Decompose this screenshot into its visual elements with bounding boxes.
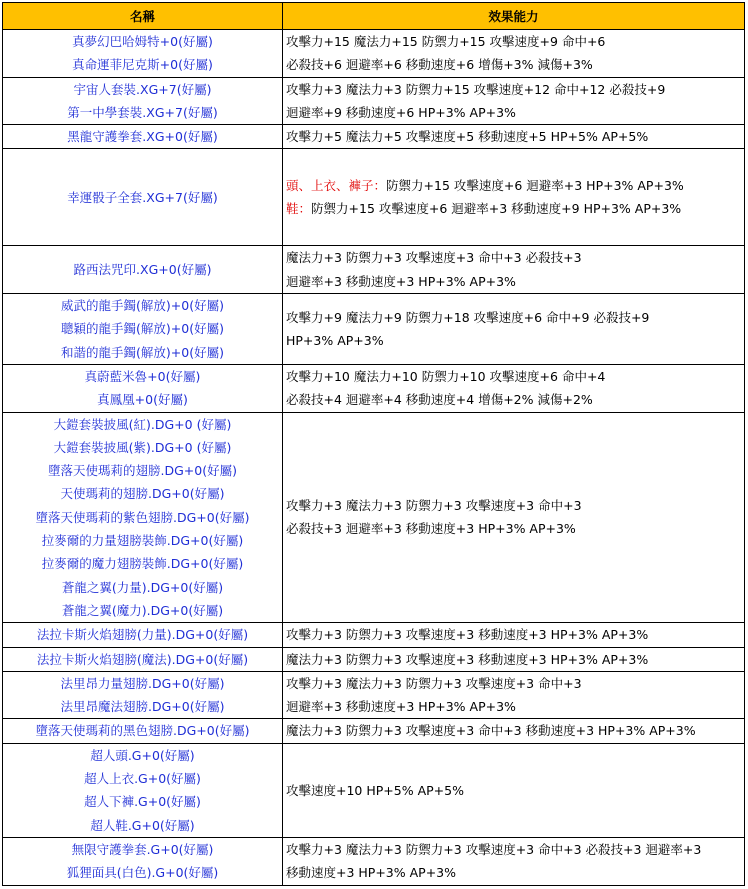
effect-line: 攻擊力+15 魔法力+15 防禦力+15 攻擊速度+9 命中+6 bbox=[286, 34, 606, 49]
table-row bbox=[3, 719, 745, 743]
effect-line: 移動速度+3 HP+3% AP+3% bbox=[286, 865, 457, 881]
part-effect-text: 防禦力+15 攻擊速度+6 迴避率+3 移動速度+9 HP+3% AP+3% bbox=[311, 201, 682, 217]
part-label: 鞋： bbox=[286, 201, 312, 217]
name-column-header: 名稱 bbox=[3, 3, 283, 30]
item-name: 超人上衣.G+0(好屬) bbox=[84, 771, 201, 787]
item-name: 法拉卡斯火焰翅膀(力量).DG+0(好屬) bbox=[36, 627, 249, 643]
effect-line: 攻擊力+3 防禦力+3 攻擊速度+3 移動速度+3 HP+3% AP+3% bbox=[286, 627, 649, 643]
item-name: 黑龍守護拳套.XG+0(好屬) bbox=[67, 129, 218, 145]
item-name-cell bbox=[3, 719, 283, 743]
item-name-cell bbox=[3, 246, 283, 294]
item-name: 超人鞋.G+0(好屬) bbox=[90, 817, 195, 833]
effect-line: 攻擊力+3 魔法力+3 防禦力+3 攻擊速度+3 命中+3 必殺技+3 迴避率+3 bbox=[286, 841, 702, 857]
item-name-cell bbox=[3, 364, 283, 412]
effect-cell bbox=[283, 149, 745, 246]
effect-cell bbox=[283, 364, 745, 412]
item-name: 無限守護拳套.G+0(好屬) bbox=[71, 841, 214, 857]
item-name: 蒼龍之翼(力量).DG+0(好屬) bbox=[61, 579, 224, 595]
item-name: 拉麥爾的力量翅膀裝飾.DG+0(好屬) bbox=[41, 533, 244, 549]
table-row bbox=[3, 837, 745, 885]
effect-line: 必殺技+6 迴避率+6 移動速度+6 增傷+3% 減傷+3% bbox=[286, 57, 593, 73]
item-name-cell bbox=[3, 671, 283, 719]
effect-line: 攻擊力+3 魔法力+3 防禦力+15 攻擊速度+12 命中+12 必殺技+9 bbox=[286, 81, 666, 97]
table-row bbox=[3, 125, 745, 149]
item-name-cell bbox=[3, 837, 283, 885]
effect-cell bbox=[283, 125, 745, 149]
table-row bbox=[3, 623, 745, 647]
effect-line: HP+3% AP+3% bbox=[286, 333, 384, 349]
table-row bbox=[3, 77, 745, 125]
effect-cell bbox=[283, 837, 745, 885]
effect-line bbox=[286, 197, 744, 220]
effect-line: 迴避率+9 移動速度+6 HP+3% AP+3% bbox=[286, 104, 516, 120]
table-row bbox=[3, 364, 745, 412]
item-name: 墮落天使瑪莉的紫色翅膀.DG+0(好屬) bbox=[35, 509, 250, 525]
table-row bbox=[3, 743, 745, 837]
item-name: 真蔚藍米魯+0(好屬) bbox=[84, 368, 201, 384]
table-row bbox=[3, 294, 745, 365]
item-name: 狐狸面具(白色).G+0(好屬) bbox=[66, 865, 219, 881]
item-name: 法里昂力量翅膀.DG+0(好屬) bbox=[60, 675, 225, 691]
item-name: 幸運骰子全套.XG+7(好屬) bbox=[67, 189, 218, 205]
effect-line: 攻擊力+5 魔法力+5 攻擊速度+5 移動速度+5 HP+5% AP+5% bbox=[286, 129, 649, 145]
effect-cell bbox=[283, 623, 745, 647]
item-name: 路西法咒印.XG+0(好屬) bbox=[73, 262, 212, 278]
effect-cell bbox=[283, 294, 745, 365]
item-name: 墮落天使瑪莉的翅膀.DG+0(好屬) bbox=[48, 463, 237, 479]
item-name: 超人頭.G+0(好屬) bbox=[90, 747, 195, 763]
item-name: 拉麥爾的魔力翅膀裝飾.DG+0(好屬) bbox=[41, 556, 244, 572]
part-effect-text: 防禦力+15 攻擊速度+6 迴避率+3 HP+3% AP+3% bbox=[386, 178, 684, 194]
effect-line: 攻擊速度+10 HP+5% AP+5% bbox=[286, 782, 464, 798]
item-name: 真鳳凰+0(好屬) bbox=[97, 392, 188, 408]
item-name-cell bbox=[3, 149, 283, 246]
item-name: 蒼龍之翼(魔力).DG+0(好屬) bbox=[61, 602, 224, 618]
item-name-cell bbox=[3, 412, 283, 623]
item-name: 威武的龍手鐲(解放)+0(好屬) bbox=[61, 298, 224, 314]
item-name: 宇宙人套裝.XG+7(好屬) bbox=[73, 81, 212, 97]
effect-line: 魔法力+3 防禦力+3 攻擊速度+3 命中+3 移動速度+3 HP+3% AP+3% bbox=[286, 723, 696, 739]
table-row bbox=[3, 412, 745, 623]
effect-line: 攻擊力+9 魔法力+9 防禦力+18 攻擊速度+6 命中+9 必殺技+9 bbox=[286, 309, 650, 325]
part-label: 頭、上衣、褲子： bbox=[286, 178, 387, 194]
effect-cell bbox=[283, 77, 745, 125]
effect-cell bbox=[283, 30, 745, 78]
item-name-cell bbox=[3, 623, 283, 647]
effect-line: 攻擊力+3 魔法力+3 防禦力+3 攻擊速度+3 命中+3 bbox=[286, 498, 582, 514]
table-row bbox=[3, 149, 745, 246]
table-row bbox=[3, 246, 745, 294]
item-name: 天使瑪莉的翅膀.DG+0(好屬) bbox=[60, 486, 225, 502]
item-name: 第一中學套裝.XG+7(好屬) bbox=[67, 104, 218, 120]
effect-line bbox=[286, 174, 744, 197]
effect-cell bbox=[283, 246, 745, 294]
item-name-cell bbox=[3, 294, 283, 365]
effect-line: 攻擊力+10 魔法力+10 防禦力+10 攻擊速度+6 命中+4 bbox=[286, 368, 606, 384]
item-name-cell bbox=[3, 647, 283, 671]
item-name: 真夢幻巴哈姆特+0(好屬) bbox=[72, 34, 213, 49]
effect-line: 迴避率+3 移動速度+3 HP+3% AP+3% bbox=[286, 699, 516, 715]
table-row bbox=[3, 647, 745, 671]
item-name: 大鎧套裝披風(紫).DG+0 (好屬) bbox=[53, 439, 232, 455]
effect-line: 魔法力+3 防禦力+3 攻擊速度+3 命中+3 必殺技+3 bbox=[286, 250, 582, 266]
item-name: 法拉卡斯火焰翅膀(魔法).DG+0(好屬) bbox=[36, 651, 249, 667]
item-name-cell bbox=[3, 30, 283, 78]
item-name-cell bbox=[3, 125, 283, 149]
table-header-row bbox=[3, 3, 745, 30]
effect-line: 迴避率+3 移動速度+3 HP+3% AP+3% bbox=[286, 273, 516, 289]
effect-line: 攻擊力+3 魔法力+3 防禦力+3 攻擊速度+3 命中+3 bbox=[286, 675, 582, 691]
effect-line: 必殺技+4 迴避率+4 移動速度+4 增傷+2% 減傷+2% bbox=[286, 392, 593, 408]
table-row bbox=[3, 671, 745, 719]
item-name: 和諧的龍手鐲(解放)+0(好屬) bbox=[61, 344, 224, 360]
effect-cell bbox=[283, 743, 745, 837]
effect-line: 必殺技+3 迴避率+3 移動速度+3 HP+3% AP+3% bbox=[286, 521, 576, 537]
effect-cell bbox=[283, 671, 745, 719]
effect-line: 魔法力+3 防禦力+3 攻擊速度+3 移動速度+3 HP+3% AP+3% bbox=[286, 651, 649, 667]
effect-cell bbox=[283, 719, 745, 743]
table-row bbox=[3, 30, 745, 78]
item-name: 真命運菲尼克斯+0(好屬) bbox=[72, 57, 213, 73]
item-name-cell bbox=[3, 743, 283, 837]
effect-cell bbox=[283, 412, 745, 623]
item-name: 墮落天使瑪莉的黑色翅膀.DG+0(好屬) bbox=[35, 723, 250, 739]
item-name: 超人下褲.G+0(好屬) bbox=[84, 794, 201, 810]
item-name: 聰穎的龍手鐲(解放)+0(好屬) bbox=[61, 321, 224, 337]
item-name-cell bbox=[3, 77, 283, 125]
effect-column-header: 效果能力 bbox=[283, 3, 745, 30]
item-name: 大鎧套裝披風(紅).DG+0 (好屬) bbox=[53, 416, 232, 432]
item-name: 法里昂魔法翅膀.DG+0(好屬) bbox=[60, 699, 225, 715]
equipment-effects-table bbox=[2, 2, 745, 886]
effect-cell bbox=[283, 647, 745, 671]
